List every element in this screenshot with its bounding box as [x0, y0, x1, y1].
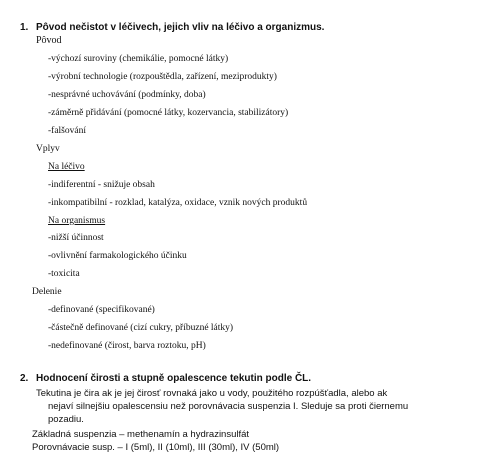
section-2-paragraph-line: Tekutina je čira ak je jej čirosť rovnaká jako u vody, použitého rozpúšťadla, alebo ak — [36, 388, 388, 399]
on-drug-heading: Na léčivo — [48, 162, 85, 172]
section-1-number: 1. — [20, 22, 29, 33]
origin-heading: Pôvod — [36, 35, 62, 46]
section-2-paragraph-line: nejaví silnejšiu opalescensiu než porovnávacia suspenzia I. Sleduje sa proti čiernemu — [48, 401, 409, 412]
on-drug-item: -indiferentní - snižuje obsah — [48, 180, 155, 190]
on-organism-heading: Na organismus — [48, 216, 106, 226]
comparison-suspension-line: Porovnávacie susp. – I (5ml), II (10ml), III (30ml), IV (50ml) — [32, 442, 280, 453]
on-organism-item: -ovlivnění farmakologického účinku — [48, 251, 187, 261]
origin-item: -výrobní technologie (rozpouštědla, zařízení, meziprodukty) — [48, 72, 277, 82]
section-2-number: 2. — [20, 373, 29, 384]
section-2-title: Hodnocení čirosti a stupně opalescence tekutin podle ČL. — [36, 373, 312, 384]
effect-heading: Vplyv — [36, 144, 60, 154]
section-2-paragraph-line: pozadiu. — [48, 414, 84, 425]
origin-item: -falšování — [48, 126, 86, 136]
division-item: -částečně definované (cizí cukry, příbuzné látky) — [48, 323, 234, 333]
on-drug-item: -inkompatibilní - rozklad, katalýza, oxidace, vznik nových produktů — [48, 198, 308, 208]
origin-item: -nesprávné uchovávání (podmínky, doba) — [48, 90, 206, 100]
division-heading: Delenie — [32, 287, 62, 297]
division-item: -nedefinované (čirost, barva roztoku, pH) — [48, 341, 206, 351]
division-item: -definované (specifikované) — [48, 305, 155, 315]
basic-suspension-line: Základná suspenzia – methenamín a hydrazinsulfát — [32, 429, 250, 440]
origin-item: -záměrně přidávání (pomocné látky, kozervancia, stabilizátory) — [48, 108, 289, 118]
origin-item: -výchozí suroviny (chemikálie, pomocné látky) — [48, 54, 229, 64]
on-organism-item: -toxicita — [48, 269, 80, 279]
on-organism-item: -nižší účinnost — [48, 233, 104, 243]
section-1-title: Pôvod nečistot v léčivech, jejich vliv na léčivo a organizmus. — [36, 22, 325, 33]
